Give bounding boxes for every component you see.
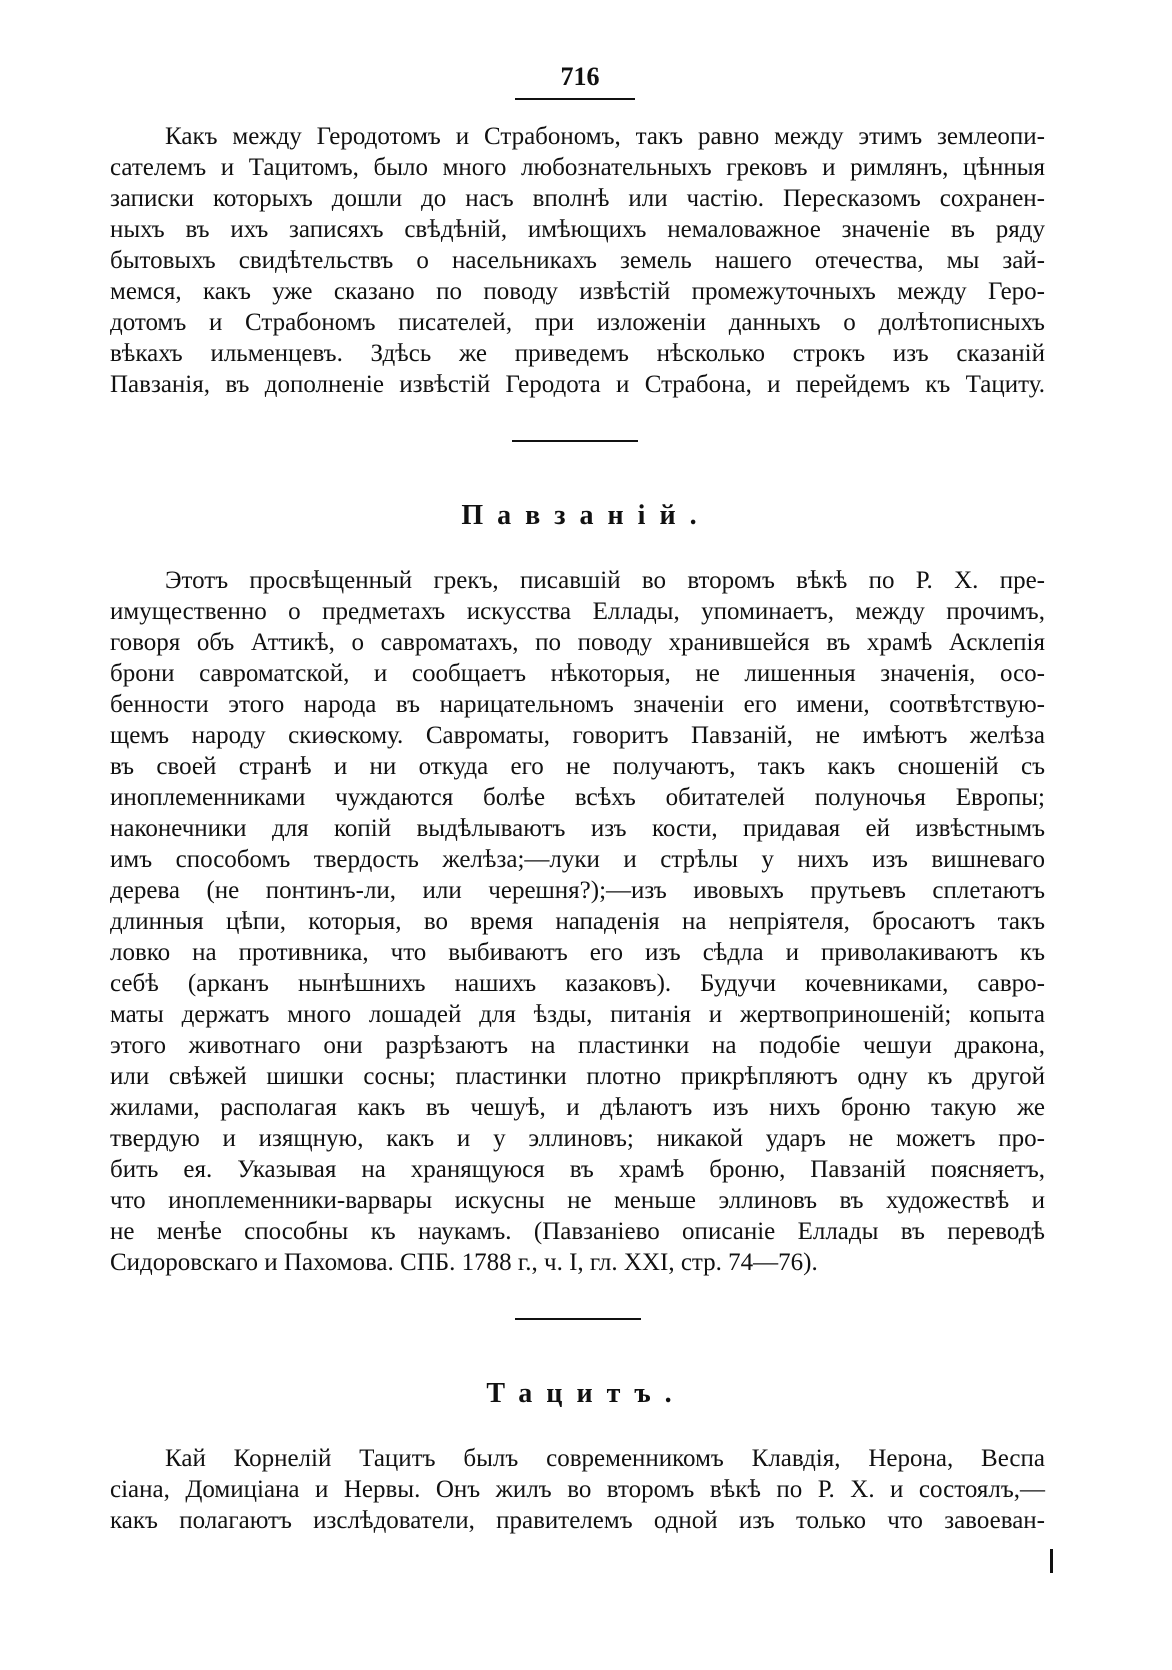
text-line: или свѣжей шишки сосны; пластинки плотно прикрѣпляютъ одну къ другой [110, 1063, 1045, 1090]
text-line: бить ея. Указывая на хранящуюся въ храмѣ броню, Павзаній поясняетъ, [110, 1156, 1045, 1183]
text-line: имущественно о предметахъ искусства Еллады, упоминаетъ, между прочимъ, [110, 598, 1045, 625]
text-line: Какъ между Геродотомъ и Страбономъ, такъ равно между этимъ землеопи- [165, 123, 1045, 150]
section-divider [512, 440, 638, 442]
text-line: маты держатъ много лошадей для ѣзды, питанія и жертвоприношеній; копыта [110, 1001, 1045, 1028]
text-line: сателемъ и Тацитомъ, было много любознательныхъ грековъ и римлянъ, цѣнныя [110, 154, 1045, 181]
text-line: наконечники для копій выдѣлываютъ изъ кости, придавая ей извѣстнымъ [110, 815, 1045, 842]
text-line: брони савроматской, и сообщаетъ нѣкоторыя, не лишенныя значенія, осо- [110, 660, 1045, 687]
text-line: Кай Корнелій Тацитъ былъ современникомъ Клавдія, Нерона, Веспа [165, 1445, 1045, 1472]
page-number: 716 [560, 62, 600, 91]
section-divider [515, 1318, 641, 1320]
text-line: дерева (не понтинъ-ли, или черешня?);—изъ ивовыхъ прутьевъ сплетаютъ [110, 877, 1045, 904]
text-line: сіана, Домиціана и Нервы. Онъ жилъ во второмъ вѣкѣ по Р. Х. и состоялъ,— [110, 1476, 1045, 1503]
text-line: иноплеменниками чуждаются болѣе всѣхъ обитателей полуночья Европы; [110, 784, 1045, 811]
text-line: жилами, располагая какъ въ чешуѣ, и дѣлаютъ изъ нихъ броню такую же [110, 1094, 1045, 1121]
text-line: себѣ (арканъ нынѣшнихъ нашихъ казаковъ). Будучи кочевниками, савро- [110, 970, 1045, 997]
text-line: щемъ народу скиѳскому. Савроматы, говоритъ Павзаній, не имѣютъ желѣза [110, 722, 1045, 749]
page-number-rule [515, 98, 635, 100]
text-line: говоря объ Аттикѣ, о савроматахъ, по поводу хранившейся въ храмѣ Асклепія [110, 629, 1045, 656]
section-heading-tacitus: Тацитъ. [486, 1378, 686, 1409]
margin-mark [1050, 1549, 1053, 1573]
text-line: что иноплеменники-варвары искусны не меньше эллиновъ въ художествѣ и [110, 1187, 1045, 1214]
text-line: бытовыхъ свидѣтельствъ о насельникахъ земель нашего отечества, мы зай- [110, 247, 1045, 274]
text-line: бенности этого народа въ нарицательномъ значеніи его имени, соотвѣтствую- [110, 691, 1045, 718]
text-line: записки которыхъ дошли до насъ вполнѣ или частію. Пересказомъ сохранен- [110, 185, 1045, 212]
text-line: ныхъ въ ихъ записяхъ свѣдѣній, имѣющихъ немаловажное значеніе въ ряду [110, 216, 1045, 243]
section-heading-pausanias: Павзаній. [461, 500, 711, 531]
text-line: какъ полагаютъ изслѣдователи, правителемъ одной изъ только что завоеван- [110, 1507, 1045, 1534]
text-line: длинныя цѣпи, которыя, во время нападенія на непріятеля, бросаютъ такъ [110, 908, 1045, 935]
text-line: твердую и изящную, какъ и у эллиновъ; никакой ударъ не можетъ про- [110, 1125, 1045, 1152]
text-line: Этотъ просвѣщенный грекъ, писавшій во второмъ вѣкѣ по Р. Х. пре- [165, 567, 1045, 594]
text-line: этого животнаго они разрѣзаютъ на пластинки на подобіе чешуи дракона, [110, 1032, 1045, 1059]
text-line: имъ способомъ твердость желѣза;—луки и стрѣлы у нихъ изъ вишневаго [110, 846, 1045, 873]
text-line: вѣкахъ ильменцевъ. Здѣсь же приведемъ нѣсколько строкъ изъ сказаній [110, 340, 1045, 367]
text-line: Сидоровскаго и Пахомова. СПБ. 1788 г., ч. I, гл. XXI, стр. 74—76). [110, 1249, 818, 1276]
text-line: ловко на противника, что выбиваютъ его изъ сѣдла и приволакиваютъ къ [110, 939, 1045, 966]
text-line: въ своей странѣ и ни откуда его не получаютъ, такъ какъ сношеній съ [110, 753, 1045, 780]
text-line: дотомъ и Страбономъ писателей, при изложеніи данныхъ о долѣтописныхъ [110, 309, 1045, 336]
text-line: Павзанія, въ дополненіе извѣстій Геродота и Страбона, и перейдемъ къ Тациту. [110, 371, 1045, 398]
text-line: не менѣе способны къ наукамъ. (Павзаніево описаніе Еллады въ переводѣ [110, 1218, 1045, 1245]
text-line: мемся, какъ уже сказано по поводу извѣстій промежуточныхъ между Геро- [110, 278, 1045, 305]
